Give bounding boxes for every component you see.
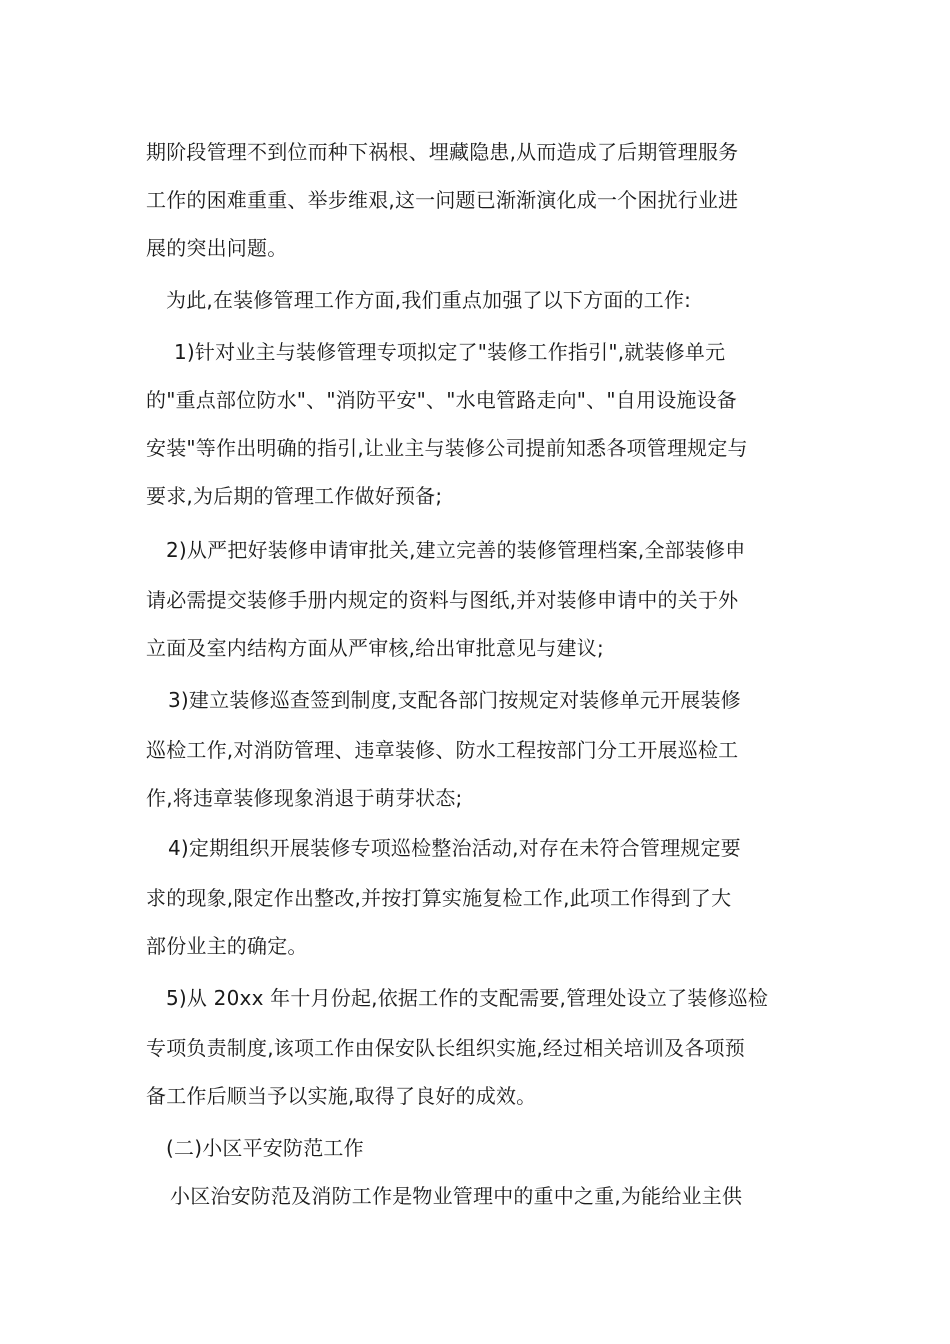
text-line: 5)从 20xx 年十月份起,依据工作的支配需要,管理处设立了装修巡检 [166,986,769,1010]
section-heading: (二)小区平安防范工作 [166,1136,364,1160]
text-line: 的"重点部位防水"、"消防平安"、"水电管路走向"、"自用设施设备 [146,388,737,412]
text-line: 展的突出问题。 [146,236,288,260]
text-line: 要求,为后期的管理工作做好预备; [146,484,443,508]
text-line: 4)定期组织开展装修专项巡检整治活动,对存在未符合管理规定要 [168,836,741,860]
text-line: 安装"等作出明确的指引,让业主与装修公司提前知悉各项管理规定与 [146,436,748,460]
text-line: 作,将违章装修现象消退于萌芽状态; [146,786,463,810]
text-line: 求的现象,限定作出整改,并按打算实施复检工作,此项工作得到了大 [146,886,732,910]
text-line: 为此,在装修管理工作方面,我们重点加强了以下方面的工作: [166,288,692,312]
text-line: 请必需提交装修手册内规定的资料与图纸,并对装修申请中的关于外 [146,588,739,612]
text-line: 备工作后顺当予以实施,取得了良好的成效。 [146,1084,537,1108]
text-line: 期阶段管理不到位而种下祸根、埋藏隐患,从而造成了后期管理服务 [146,140,739,164]
text-line: 1)针对业主与装修管理专项拟定了"装修工作指引",就装修单元 [174,340,726,364]
text-line: 2)从严把好装修申请审批关,建立完善的装修管理档案,全部装修申 [166,538,746,562]
text-line: 专项负责制度,该项工作由保安队长组织实施,经过相关培训及各项预 [146,1036,745,1060]
text-line: 工作的困难重重、举步维艰,这一问题已渐渐演化成一个困扰行业进 [146,188,739,212]
text-line: 部份业主的确定。 [146,934,308,958]
text-line: 小区治安防范及消防工作是物业管理中的重中之重,为能给业主供 [170,1184,743,1208]
text-line: 3)建立装修巡查签到制度,支配各部门按规定对装修单元开展装修 [168,688,741,712]
text-line: 立面及室内结构方面从严审核,给出审批意见与建议; [146,636,604,660]
text-line: 巡检工作,对消防管理、违章装修、防水工程按部门分工开展巡检工 [146,738,739,762]
